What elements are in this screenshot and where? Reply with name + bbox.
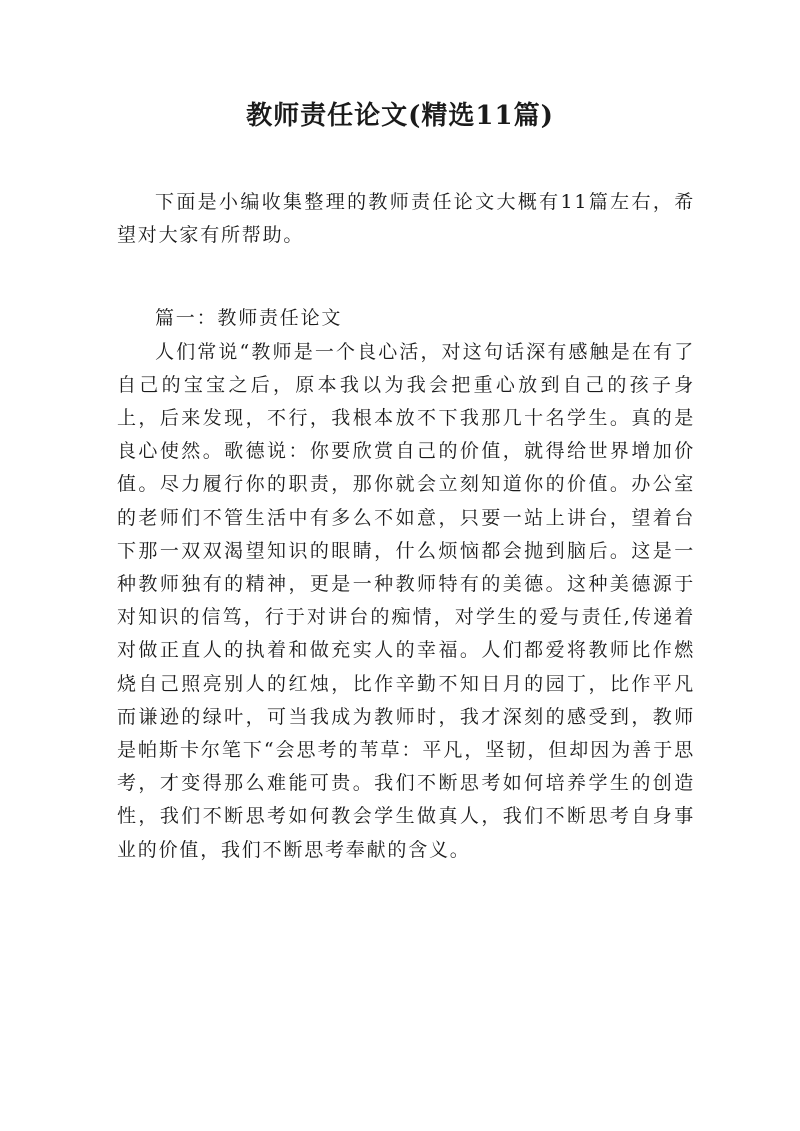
section-heading: 篇一：教师责任论文 bbox=[155, 307, 343, 330]
document-content bbox=[117, 186, 695, 867]
intro-paragraph: 下面是小编收集整理的教师责任论文大概有11篇左右，希望对大家有所帮助。 bbox=[117, 191, 695, 247]
section-body-paragraph: 人们常说“教师是一个良心活，对这句话深有感触是在有了自己的宝宝之后，原本我以为我会把重心放到自己的孩子身上，后来发现，不行，我根本放不下我那几十名学生。真的是良心使然。歌德说：你要欣赏自己的价值，就得给世界增加价值。尽力履行你的职责，那你就会立刻知道你的价值。办公室的老师们不管生活中有多么不如意，只要一站上讲台，望着台下那一双双渴望知识的眼睛，什么烦恼都会抛到脑后。这是一种教师独有的精神，更是一种教师特有的美德。这种美德源于对知识的信笃，行于对讲台的痴情，对学生的爱与责任,传递着对做正直人的执着和做充实人的幸福。人们都爱将教师比作燃烧自己照亮别人的红烛，比作辛勤不知日月的园丁，比作平凡而谦逊的绿叶，可当我成为教师时，我才深刻的感受到，教师是帕斯卡尔笔下“会思考的苇草：平凡，坚韧，但却因为善于思考，才变得那么难能可贵。我们不断思考如何培养学生的创造性，我们不断思考如何教会学生做真人，我们不断思考自身事业的价值，我们不断思考奉献的含义。 bbox=[117, 340, 695, 861]
document-title: 教师责任论文(精选11篇) bbox=[246, 101, 554, 131]
